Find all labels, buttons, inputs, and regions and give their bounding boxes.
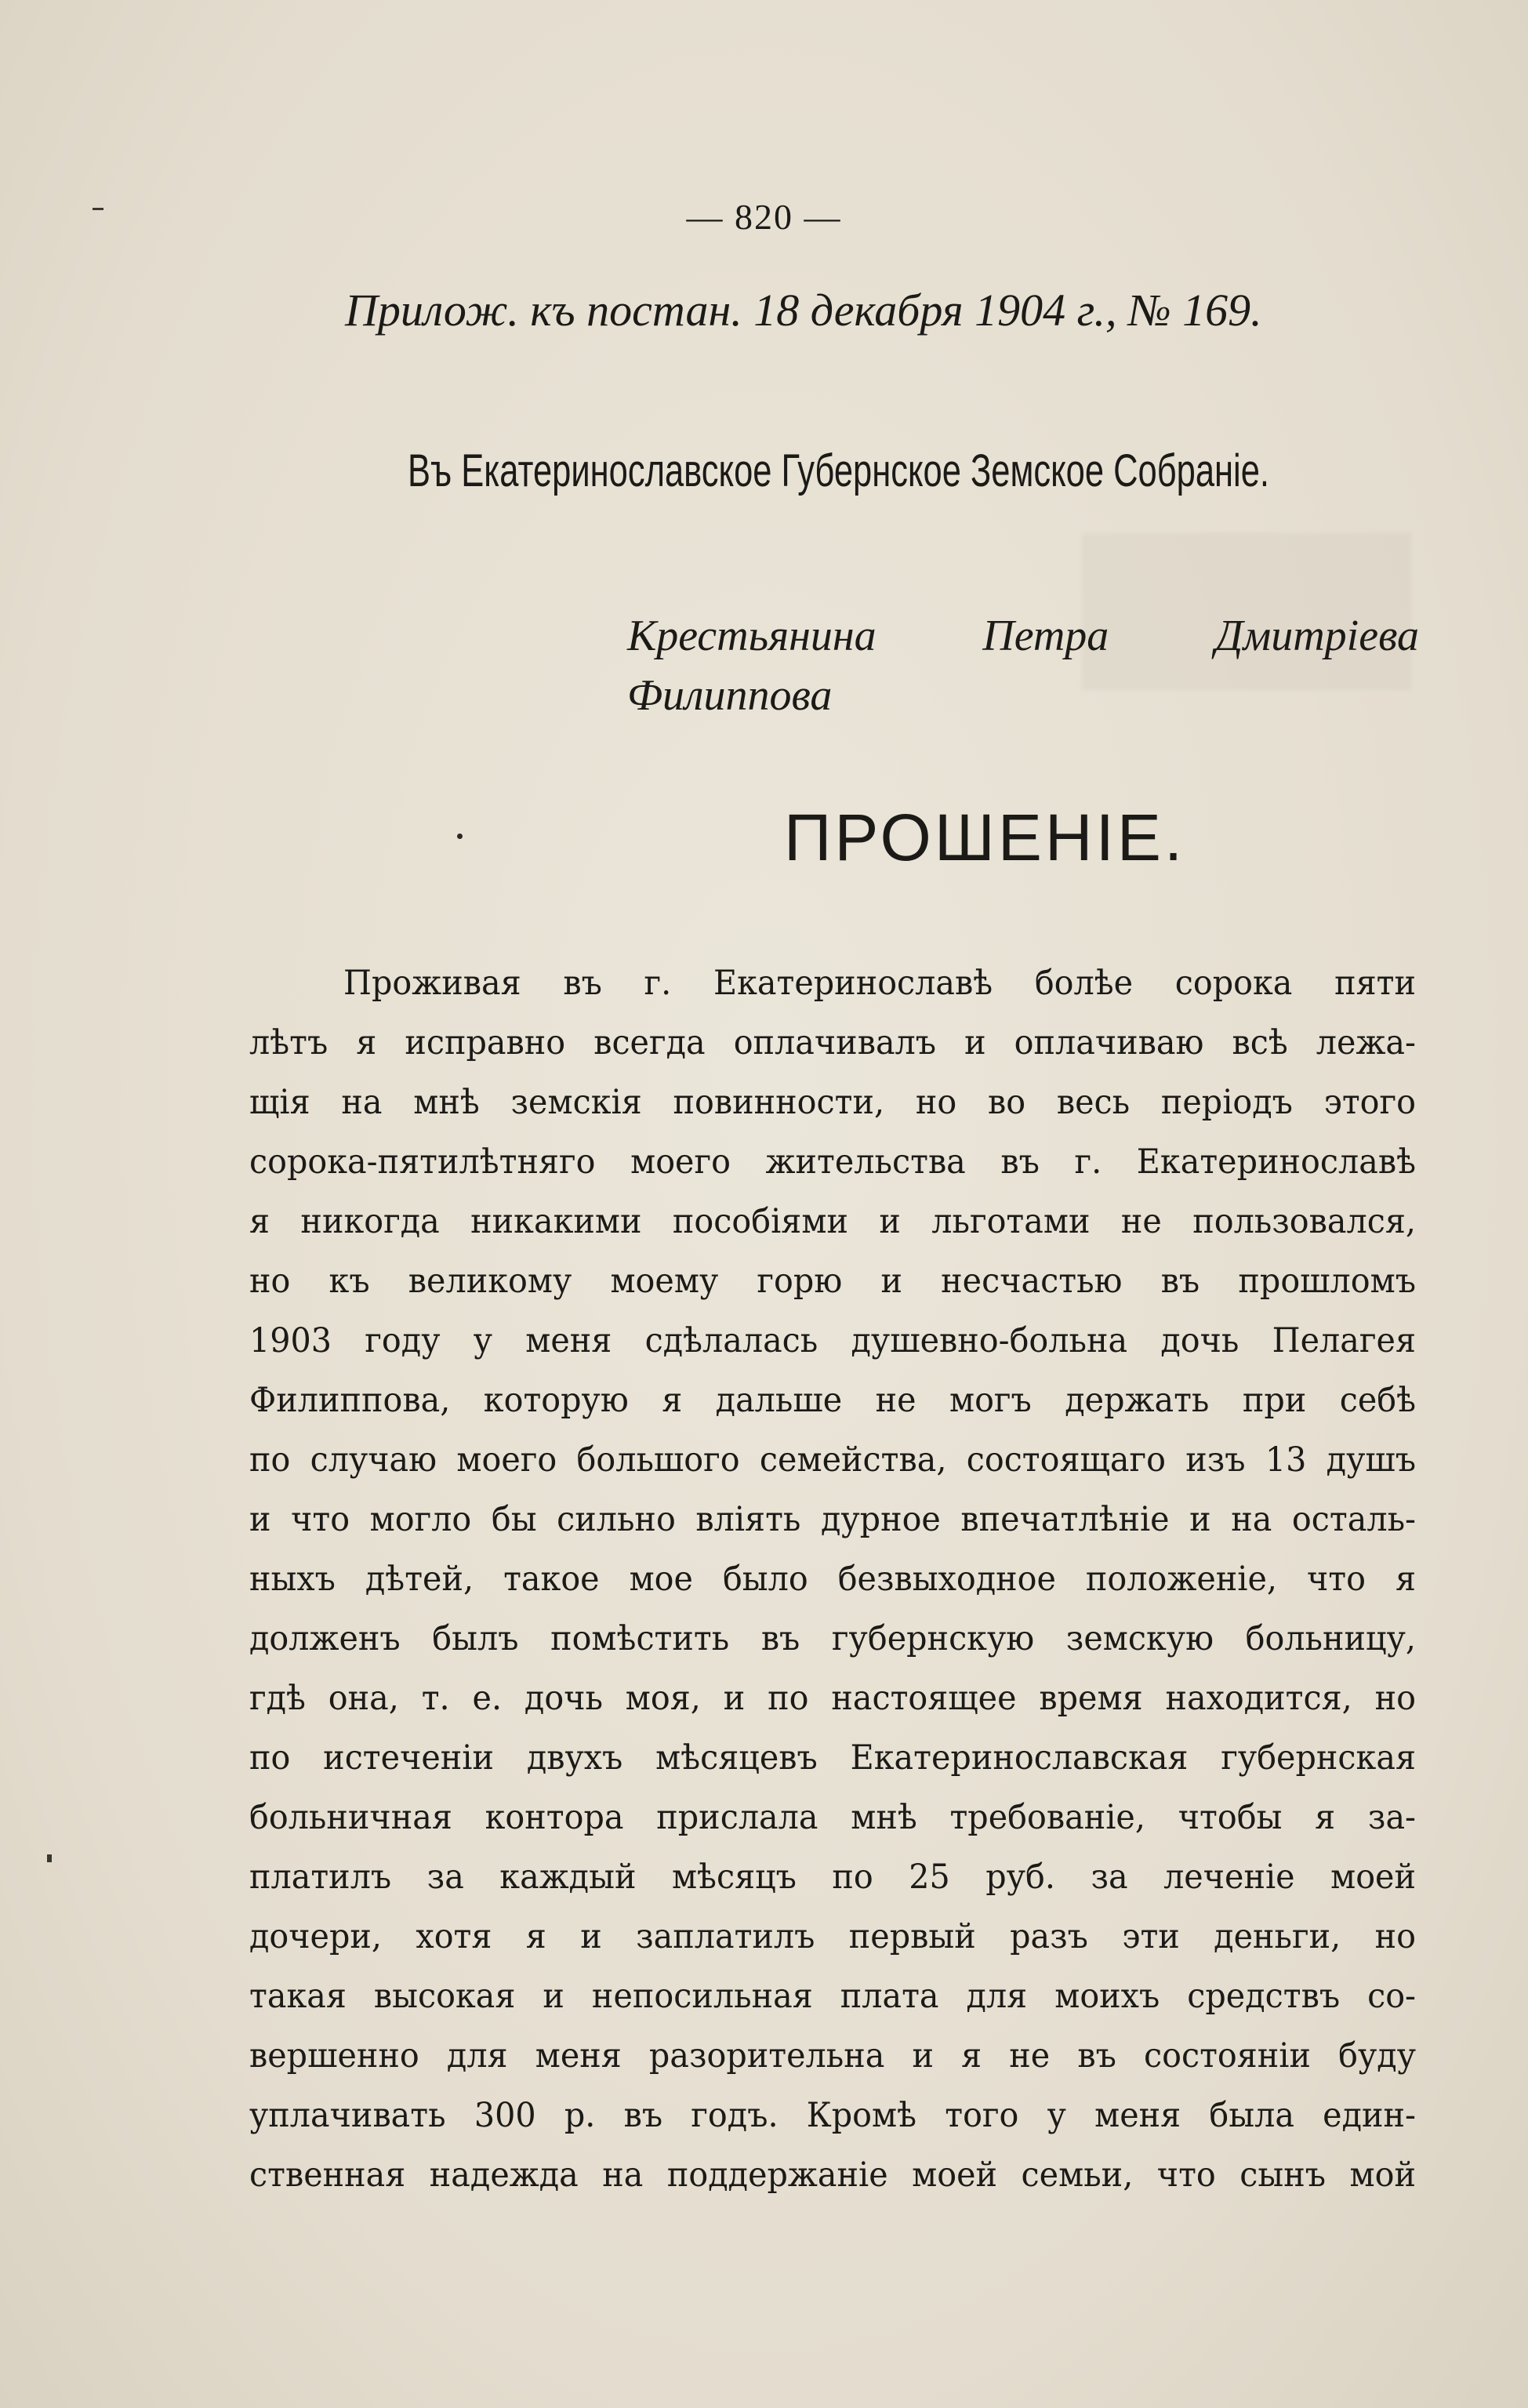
body-line: ныхъ дѣтей, такое мое было безвыходное положеніе, что я (249, 1560, 1416, 1599)
body-line: но къ великому моему горю и несчастью въ прошломъ (249, 1262, 1416, 1301)
body-line: дочери, хотя я и заплатилъ первый разъ эти деньги, но (249, 1917, 1416, 1956)
addressee-heading: Въ Екатеринославское Губернское Земское Собраніе. (408, 445, 1269, 496)
body-line: уплачивать 300 р. въ годъ. Кромѣ того у меня была един- (249, 2096, 1416, 2135)
body-line: гдѣ она, т. е. дочь моя, и по настоящее время находится, но (249, 1679, 1416, 1718)
body-line: больничная контора прислала мнѣ требованіе, чтобы я за- (249, 1798, 1416, 1837)
body-line: щія на мнѣ земскія повинности, но во весь періодъ этого (249, 1083, 1416, 1122)
body-line: Проживая въ г. Екатеринославѣ болѣе сорока пяти (343, 964, 1416, 1003)
body-line: 1903 году у меня сдѣлалась душевно-больна дочь Пелагея (249, 1321, 1416, 1360)
body-line: платилъ за каждый мѣсяцъ по 25 руб. за леченіе моей (249, 1858, 1416, 1897)
petitioner-line-1: Крестьянина Петра Дмитріева (627, 612, 1419, 660)
margin-mark (47, 1854, 52, 1862)
body-line: вершенно для меня разорительна и я не въ состояніи буду (249, 2036, 1416, 2076)
body-line: сорока-пятилѣтняго моего жительства въ г. Екатеринославѣ (249, 1142, 1416, 1182)
body-line: ственная надежда на поддержаніе моей семьи, что сынъ мой (249, 2156, 1416, 2195)
body-line: лѣтъ я исправно всегда оплачивалъ и оплачиваю всѣ лежа- (249, 1023, 1416, 1062)
petitioner-line-2: Филиппова (627, 671, 833, 720)
stray-dot (457, 834, 463, 839)
appendix-reference: Прилож. къ постан. 18 декабря 1904 г., № 169. (345, 285, 1262, 336)
page-number: — 820 — (686, 197, 842, 237)
body-line: долженъ былъ помѣстить въ губернскую земскую больницу, (249, 1619, 1416, 1658)
body-line: по истеченіи двухъ мѣсяцевъ Екатеринославская губернская (249, 1738, 1416, 1778)
petition-body (249, 953, 1416, 2205)
petitioner-block (627, 606, 1419, 725)
body-line: и что могло бы сильно вліять дурное впечатлѣніе и на осталь- (249, 1500, 1416, 1539)
body-line: Филиппова, которую я дальше не могъ держать при себѣ (249, 1381, 1416, 1420)
body-line: такая высокая и непосильная плата для моихъ средствъ со- (249, 1977, 1416, 2016)
body-line: по случаю моего большого семейства, состоящаго изъ 13 душъ (249, 1440, 1416, 1480)
document-title: ПРОШЕНІЕ. (784, 801, 1186, 874)
body-line: я никогда никакими пособіями и льготами не пользовался, (249, 1202, 1416, 1241)
